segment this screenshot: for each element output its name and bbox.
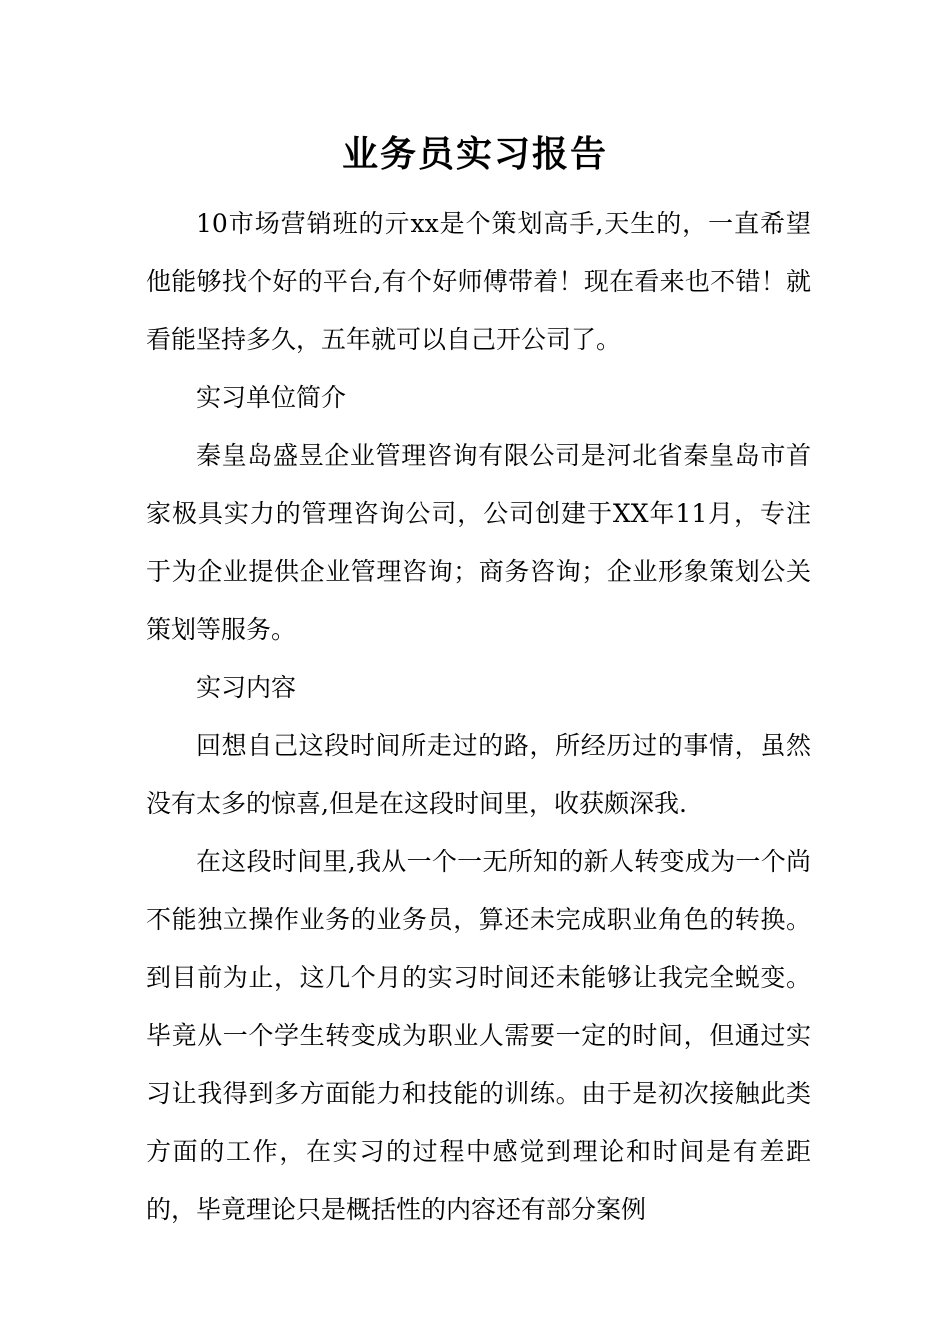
section-heading-company: 实习单位简介 [196, 383, 347, 412]
section-heading-content: 实习内容 [196, 673, 297, 702]
document-title: 业务员实习报告 [341, 133, 608, 175]
paragraph-company: 秦皇岛盛昱企业管理咨询有限公司是河北省秦皇岛市首家极具实力的管理咨询公司，公司创建于XX年11月，专注于为企业提供企业管理咨询；商务咨询；企业形象策划公关策划等服务。 [146, 441, 811, 644]
document-body [146, 195, 811, 1239]
paragraph-reflection: 回想自己这段时间所走过的路，所经历过的事情，虽然没有太多的惊喜,但是在这段时间里，收获颇深我. [146, 731, 811, 818]
paragraph-intro: 10市场营销班的亓xx是个策划高手,天生的，一直希望他能够找个好的平台,有个好师傅带着！现在看来也不错！就看能坚持多久，五年就可以自己开公司了。 [146, 209, 811, 354]
paragraph-experience: 在这段时间里,我从一个一无所知的新人转变成为一个尚不能独立操作业务的业务员，算还未完成职业角色的转换。到目前为止，这几个月的实习时间还未能够让我完全蜕变。毕竟从一个学生转变成为职业人需要一定的时间，但通过实习让我得到多方面能力和技能的训练。由于是初次接触此类方面的工作，在实习的过程中感觉到理论和时间是有差距的，毕竟理论只是概括性的内容还有部分案例 [146, 847, 811, 1224]
